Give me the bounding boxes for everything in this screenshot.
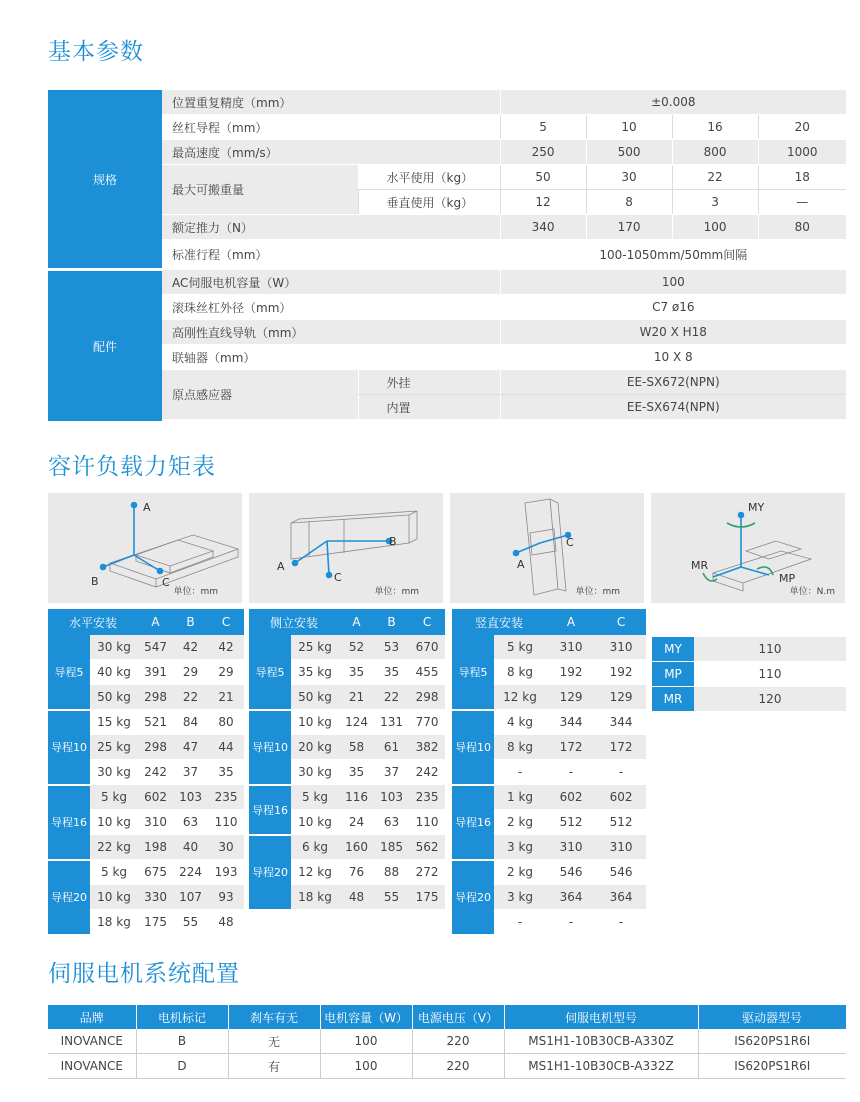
table-cell: 21 xyxy=(339,685,374,710)
value-cell: — xyxy=(758,190,846,215)
table-cell: 20 kg xyxy=(291,735,339,760)
table-cell: 21 xyxy=(208,685,244,710)
axis-label-c: C xyxy=(162,576,170,589)
axis-label-c: C xyxy=(334,571,342,584)
side-load-table xyxy=(249,609,445,911)
table-cell: IS620PS1R6I xyxy=(698,1029,846,1054)
table-cell: 12 kg xyxy=(494,685,546,710)
table-cell: 103 xyxy=(173,785,208,810)
value-cell: 340 xyxy=(500,215,586,240)
table-cell: 18 kg xyxy=(291,885,339,910)
table-cell: MS1H1-10B30CB-A330Z xyxy=(504,1029,698,1054)
table-cell: 100 xyxy=(320,1029,412,1054)
table-cell: 175 xyxy=(409,885,445,910)
lead-group-label: 导程10 xyxy=(48,710,90,785)
table-cell: INOVANCE xyxy=(48,1054,136,1079)
value-cell: 10 xyxy=(586,115,672,140)
table-cell: - xyxy=(546,910,596,935)
figure-side-mount xyxy=(249,493,443,603)
value-cell: 800 xyxy=(672,140,758,165)
table-cell: 242 xyxy=(409,760,445,785)
value-cell: 18 xyxy=(758,165,846,190)
table-cell: 61 xyxy=(374,735,409,760)
label-repeatability: 位置重复精度（mm） xyxy=(162,90,500,115)
table-cell: 602 xyxy=(546,785,596,810)
section-title-basic: 基本参数 xyxy=(48,39,144,65)
table-cell: 10 kg xyxy=(90,885,138,910)
axis-label-c: C xyxy=(566,536,574,549)
figure-moments xyxy=(651,493,845,603)
table-cell: 3 kg xyxy=(494,885,546,910)
table-cell: 110 xyxy=(409,810,445,835)
table-cell: 48 xyxy=(339,885,374,910)
moment-value: 120 xyxy=(694,687,846,712)
label-stroke: 标准行程（mm） xyxy=(162,240,500,270)
table-cell: - xyxy=(494,910,546,935)
table-cell: 6 kg xyxy=(291,835,339,860)
table-cell: 35 xyxy=(374,660,409,685)
table-cell: 48 xyxy=(208,910,244,935)
value-cell: 100 xyxy=(672,215,758,240)
table-cell: 512 xyxy=(596,810,646,835)
moment-value: 110 xyxy=(694,637,846,662)
table-cell: 55 xyxy=(374,885,409,910)
header-cell: 电机容量（W） xyxy=(320,1005,412,1029)
value-stroke: 100-1050mm/50mm间隔 xyxy=(500,240,846,270)
value-cell: 20 xyxy=(758,115,846,140)
label-linear-guide: 高刚性直线导轨（mm） xyxy=(162,320,500,345)
table-cell: 185 xyxy=(374,835,409,860)
table-cell: 30 kg xyxy=(90,635,138,660)
table-cell: 103 xyxy=(374,785,409,810)
table-cell: 2 kg xyxy=(494,810,546,835)
table-cell: 50 kg xyxy=(291,685,339,710)
table-cell: 50 kg xyxy=(90,685,138,710)
table-cell: 116 xyxy=(339,785,374,810)
axis-label-a: A xyxy=(517,558,525,571)
table-cell: 10 kg xyxy=(291,710,339,735)
lead-group-label: 导程20 xyxy=(249,835,291,910)
table-cell: 160 xyxy=(339,835,374,860)
table-cell: 124 xyxy=(339,710,374,735)
table-cell: 3 kg xyxy=(494,835,546,860)
table-cell: D xyxy=(136,1054,228,1079)
moment-table xyxy=(652,637,846,712)
axis-label-b: B xyxy=(91,575,99,588)
table-cell: 84 xyxy=(173,710,208,735)
table-cell: 8 kg xyxy=(494,660,546,685)
table-cell: 63 xyxy=(173,810,208,835)
vertical-load-table xyxy=(452,609,646,936)
header-cell: A xyxy=(546,609,596,635)
horizontal-load-table xyxy=(48,609,244,936)
axis-label-a: A xyxy=(143,501,151,514)
value-sensor-external: EE-SX672(NPN) xyxy=(500,370,846,395)
table-row xyxy=(48,860,244,885)
value-repeatability: ±0.008 xyxy=(500,90,846,115)
table-cell: 298 xyxy=(138,685,173,710)
table-cell: 15 kg xyxy=(90,710,138,735)
table-cell: 10 kg xyxy=(90,810,138,835)
table-cell: 5 kg xyxy=(291,785,339,810)
table-cell: 110 xyxy=(208,810,244,835)
table-cell: - xyxy=(494,760,546,785)
table-cell: 93 xyxy=(208,885,244,910)
table-cell: INOVANCE xyxy=(48,1029,136,1054)
table-cell: 547 xyxy=(138,635,173,660)
moment-label-my: MY xyxy=(748,501,765,514)
table-cell: 675 xyxy=(138,860,173,885)
value-cell: 16 xyxy=(672,115,758,140)
table-cell: 4 kg xyxy=(494,710,546,735)
table-cell: 40 xyxy=(173,835,208,860)
section-title-moment: 容许负载力矩表 xyxy=(48,454,216,480)
table-cell: 512 xyxy=(546,810,596,835)
table-row xyxy=(452,635,646,660)
table-cell: 30 kg xyxy=(291,760,339,785)
header-cell: B xyxy=(374,609,409,635)
table-cell: 1 kg xyxy=(494,785,546,810)
table-cell: 602 xyxy=(596,785,646,810)
table-row xyxy=(249,635,445,660)
table-cell: 35 xyxy=(339,760,374,785)
table-cell: 670 xyxy=(409,635,445,660)
label-coupling: 联轴器（mm） xyxy=(162,345,500,370)
unit-label: 单位：mm xyxy=(575,587,620,597)
table-cell: 40 kg xyxy=(90,660,138,685)
table-cell: 310 xyxy=(546,835,596,860)
lead-group-label: 导程5 xyxy=(249,635,291,710)
table-cell: 172 xyxy=(596,735,646,760)
value-cell: 1000 xyxy=(758,140,846,165)
table-cell: 220 xyxy=(412,1029,504,1054)
header-cell: 电机标记 xyxy=(136,1005,228,1029)
table-cell: 37 xyxy=(173,760,208,785)
spec-table xyxy=(48,90,846,424)
label-lead: 丝杠导程（mm） xyxy=(162,115,500,140)
label-sensor-internal: 内置 xyxy=(358,395,500,420)
table-cell: 172 xyxy=(546,735,596,760)
table-cell: 364 xyxy=(596,885,646,910)
category-parts: 配件 xyxy=(48,270,162,423)
table-row xyxy=(452,710,646,735)
label-origin-sensor: 原点感应器 xyxy=(162,370,358,420)
table-cell: 107 xyxy=(173,885,208,910)
table-cell: 25 kg xyxy=(291,635,339,660)
unit-label: 单位：mm xyxy=(374,587,419,597)
table-cell: 100 xyxy=(320,1054,412,1079)
table-cell: 76 xyxy=(339,860,374,885)
table-cell: B xyxy=(136,1029,228,1054)
moment-key: MP xyxy=(652,662,694,687)
table-cell: 无 xyxy=(228,1029,320,1054)
table-cell: 192 xyxy=(596,660,646,685)
table-cell: 310 xyxy=(138,810,173,835)
lead-group-label: 导程20 xyxy=(452,860,494,935)
table-cell: 5 kg xyxy=(90,785,138,810)
value-coupling: 10 X 8 xyxy=(500,345,846,370)
lead-group-label: 导程20 xyxy=(48,860,90,935)
section-title-servo: 伺服电机系统配置 xyxy=(48,961,240,987)
header-cell: 驱动器型号 xyxy=(698,1005,846,1029)
table-row xyxy=(249,710,445,735)
table-row xyxy=(452,785,646,810)
lead-group-label: 导程16 xyxy=(48,785,90,860)
table-cell: 44 xyxy=(208,735,244,760)
table-cell: 5 kg xyxy=(494,635,546,660)
table-cell: 22 kg xyxy=(90,835,138,860)
table-cell: 12 kg xyxy=(291,860,339,885)
table-cell: 有 xyxy=(228,1054,320,1079)
header-cell: A xyxy=(138,609,173,635)
axis-label-b: B xyxy=(389,535,397,548)
header-cell: 侧立安装 xyxy=(249,609,339,635)
label-horizontal-use: 水平使用（kg） xyxy=(358,165,500,190)
value-cell: 250 xyxy=(500,140,586,165)
table-cell: 391 xyxy=(138,660,173,685)
table-cell: 30 xyxy=(208,835,244,860)
table-cell: 364 xyxy=(546,885,596,910)
table-cell: 18 kg xyxy=(90,910,138,935)
table-cell: 10 kg xyxy=(291,810,339,835)
moment-key: MR xyxy=(652,687,694,712)
lead-group-label: 导程16 xyxy=(452,785,494,860)
table-cell: 193 xyxy=(208,860,244,885)
table-cell: 55 xyxy=(173,910,208,935)
header-cell: C xyxy=(596,609,646,635)
table-cell: 47 xyxy=(173,735,208,760)
table-cell: 455 xyxy=(409,660,445,685)
figure-horizontal-mount xyxy=(48,493,242,603)
table-cell: 242 xyxy=(138,760,173,785)
value-sensor-internal: EE-SX674(NPN) xyxy=(500,395,846,420)
table-cell: 52 xyxy=(339,635,374,660)
table-cell: 770 xyxy=(409,710,445,735)
unit-label: 单位：mm xyxy=(173,587,218,597)
category-spec: 规格 xyxy=(48,90,162,270)
table-cell: 80 xyxy=(208,710,244,735)
table-cell: 330 xyxy=(138,885,173,910)
table-cell: 2 kg xyxy=(494,860,546,885)
moment-label-mr: MR xyxy=(691,559,709,572)
value-cell: 3 xyxy=(672,190,758,215)
table-cell: 175 xyxy=(138,910,173,935)
table-cell: 53 xyxy=(374,635,409,660)
table-cell: 63 xyxy=(374,810,409,835)
value-cell: 5 xyxy=(500,115,586,140)
table-cell: 344 xyxy=(596,710,646,735)
figure-vertical-mount xyxy=(450,493,644,603)
table-cell: 298 xyxy=(409,685,445,710)
table-cell: - xyxy=(546,760,596,785)
header-cell: 竖直安装 xyxy=(452,609,546,635)
axis-label-a: A xyxy=(277,560,285,573)
table-cell: MS1H1-10B30CB-A332Z xyxy=(504,1054,698,1079)
table-cell: 235 xyxy=(409,785,445,810)
label-payload: 最大可搬重量 xyxy=(162,165,358,215)
table-cell: 224 xyxy=(173,860,208,885)
value-cell: 80 xyxy=(758,215,846,240)
lead-group-label: 导程16 xyxy=(249,785,291,835)
label-motor-capacity: AC伺服电机容量（W） xyxy=(162,270,500,295)
table-cell: 546 xyxy=(596,860,646,885)
table-cell: 35 xyxy=(208,760,244,785)
table-cell: 382 xyxy=(409,735,445,760)
value-cell: 30 xyxy=(586,165,672,190)
table-cell: 22 xyxy=(173,685,208,710)
value-linear-guide: W20 X H18 xyxy=(500,320,846,345)
value-cell: 22 xyxy=(672,165,758,190)
table-cell: 35 xyxy=(339,660,374,685)
table-cell: 25 kg xyxy=(90,735,138,760)
table-cell: 235 xyxy=(208,785,244,810)
value-cell: 500 xyxy=(586,140,672,165)
header-cell: 伺服电机型号 xyxy=(504,1005,698,1029)
table-cell: 602 xyxy=(138,785,173,810)
table-cell: IS620PS1R6I xyxy=(698,1054,846,1079)
table-cell: 42 xyxy=(173,635,208,660)
header-cell: C xyxy=(409,609,445,635)
table-cell: 129 xyxy=(546,685,596,710)
lead-group-label: 导程5 xyxy=(452,635,494,710)
moment-key: MY xyxy=(652,637,694,662)
header-cell: 电源电压（V） xyxy=(412,1005,504,1029)
value-cell: 170 xyxy=(586,215,672,240)
lead-group-label: 导程5 xyxy=(48,635,90,710)
table-cell: 546 xyxy=(546,860,596,885)
table-cell: 344 xyxy=(546,710,596,735)
table-cell: 8 kg xyxy=(494,735,546,760)
table-cell: 24 xyxy=(339,810,374,835)
table-cell: 192 xyxy=(546,660,596,685)
label-screw-diameter: 滚珠丝杠外径（mm） xyxy=(162,295,500,320)
label-sensor-external: 外挂 xyxy=(358,370,500,395)
unit-label: 单位：N.m xyxy=(789,587,835,597)
table-cell: 30 kg xyxy=(90,760,138,785)
header-cell: 水平安装 xyxy=(48,609,138,635)
moment-value: 110 xyxy=(694,662,846,687)
table-cell: 58 xyxy=(339,735,374,760)
header-cell: 品牌 xyxy=(48,1005,136,1029)
table-cell: 37 xyxy=(374,760,409,785)
value-cell: 50 xyxy=(500,165,586,190)
table-cell: 272 xyxy=(409,860,445,885)
label-thrust: 额定推力（N） xyxy=(162,215,500,240)
table-cell: 310 xyxy=(546,635,596,660)
table-row xyxy=(48,710,244,735)
table-cell: 35 kg xyxy=(291,660,339,685)
value-motor-capacity: 100 xyxy=(500,270,846,295)
table-row xyxy=(452,860,646,885)
header-cell: B xyxy=(173,609,208,635)
table-cell: 521 xyxy=(138,710,173,735)
value-cell: 12 xyxy=(500,190,586,215)
header-cell: C xyxy=(208,609,244,635)
table-cell: 298 xyxy=(138,735,173,760)
table-row xyxy=(249,785,445,810)
table-cell: 562 xyxy=(409,835,445,860)
header-cell: A xyxy=(339,609,374,635)
table-row xyxy=(48,635,244,660)
table-cell: 88 xyxy=(374,860,409,885)
lead-group-label: 导程10 xyxy=(452,710,494,785)
header-cell: 刹车有无 xyxy=(228,1005,320,1029)
table-cell: - xyxy=(596,760,646,785)
table-cell: 22 xyxy=(374,685,409,710)
label-vertical-use: 垂直使用（kg） xyxy=(358,190,500,215)
table-cell: 310 xyxy=(596,835,646,860)
table-cell: 29 xyxy=(173,660,208,685)
lead-group-label: 导程10 xyxy=(249,710,291,785)
moment-label-mp: MP xyxy=(779,572,796,585)
label-speed: 最高速度（mm/s） xyxy=(162,140,500,165)
table-cell: 29 xyxy=(208,660,244,685)
table-row xyxy=(48,785,244,810)
table-cell: 131 xyxy=(374,710,409,735)
table-cell: 310 xyxy=(596,635,646,660)
value-screw-diameter: C7 ø16 xyxy=(500,295,846,320)
table-cell: 198 xyxy=(138,835,173,860)
table-cell: 42 xyxy=(208,635,244,660)
value-cell: 8 xyxy=(586,190,672,215)
table-cell: 5 kg xyxy=(90,860,138,885)
table-cell: 220 xyxy=(412,1054,504,1079)
servo-table xyxy=(48,1005,847,1079)
table-cell: - xyxy=(596,910,646,935)
table-row xyxy=(249,835,445,860)
table-cell: 129 xyxy=(596,685,646,710)
